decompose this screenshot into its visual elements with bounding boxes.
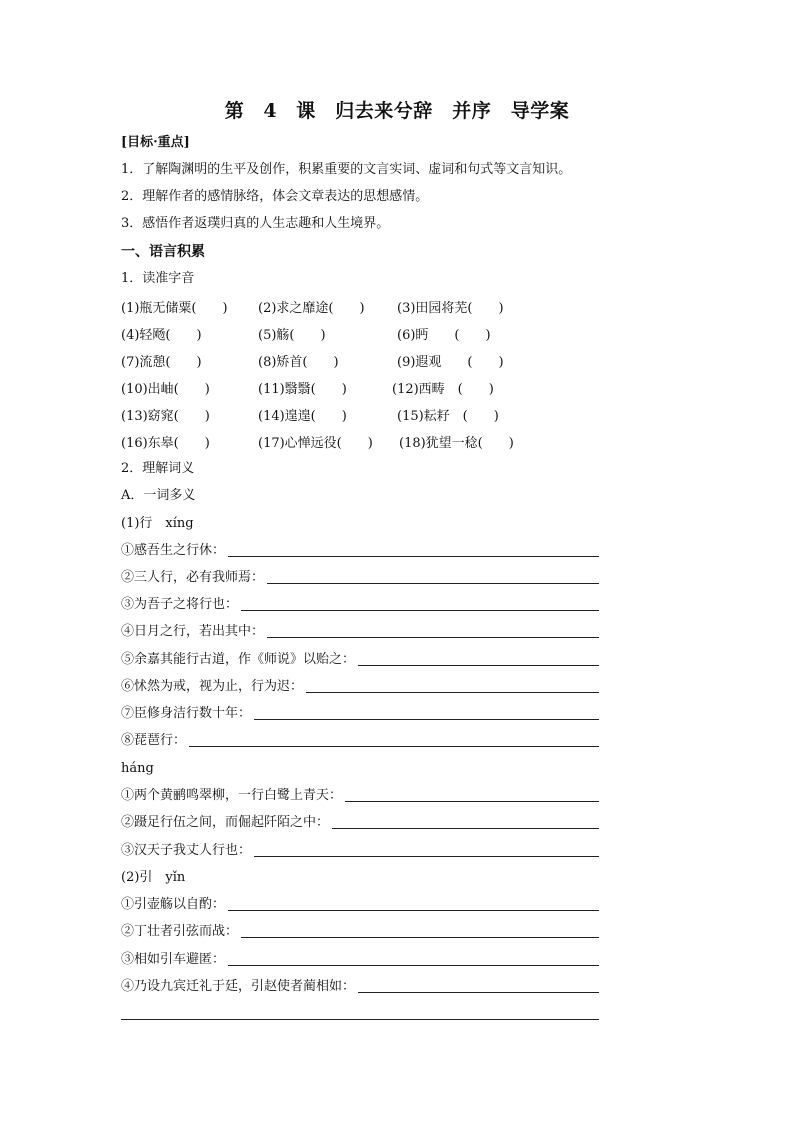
answer-blank[interactable] (267, 636, 599, 638)
pron-row (121, 405, 601, 425)
page-title: 第 4 课 归去来兮辞 并序 导学案 (224, 100, 570, 122)
answer-row (121, 785, 599, 805)
pron-item: (15)耘耔 ( ) (397, 409, 499, 424)
answer-row (121, 730, 599, 750)
pron-item: (13)窈窕( ) (121, 409, 210, 424)
answer-blank[interactable] (332, 827, 599, 829)
pron-row (121, 378, 601, 398)
answer-blank[interactable] (189, 745, 599, 747)
pron-item: (2)求之靡途( ) (258, 301, 365, 316)
pron-row (121, 351, 601, 371)
answer-blank[interactable] (306, 691, 599, 693)
pron-row (121, 432, 601, 452)
question-text: ③为吾子之将行也： (121, 597, 239, 612)
pron-item: (4)轻飏( ) (121, 328, 202, 343)
question-text: ⑦臣修身洁行数十年： (121, 706, 252, 721)
answer-row (121, 703, 599, 723)
goal-item: 2．理解作者的感情脉络，体会文章表达的思想感情。 (121, 189, 429, 204)
word-heading: (1)行 xíng (121, 516, 194, 531)
question-text: ①两个黄鹂鸣翠柳，一行白鹭上青天： (121, 788, 343, 803)
answer-blank[interactable] (254, 855, 599, 857)
sub-heading: A．一词多义 (121, 488, 196, 503)
answer-row (121, 649, 599, 669)
answer-blank[interactable] (254, 718, 599, 720)
answer-row (121, 921, 599, 941)
pron-item: (7)流憩( ) (121, 355, 202, 370)
answer-row (121, 949, 599, 969)
answer-row (121, 676, 599, 696)
pron-item: (17)心惮远役( ) (258, 436, 373, 451)
answer-row (121, 567, 599, 587)
pron-item: (10)出岫( ) (121, 382, 210, 397)
answer-row (121, 812, 599, 832)
question-text: ⑤余嘉其能行古道，作《师说》以贻之： (121, 652, 356, 667)
goal-item: 3．感悟作者返璞归真的人生志趣和人生境界。 (121, 216, 390, 231)
pron-item: (8)矫首( ) (258, 355, 339, 370)
pron-item: (9)遐观 ( ) (397, 355, 504, 370)
question-text: ②丁壮者引弦而战： (121, 924, 239, 939)
pron-item: (1)瓶无储粟( ) (121, 301, 228, 316)
answer-blank[interactable] (228, 909, 599, 911)
question-text: ⑧琵琶行： (121, 733, 187, 748)
question-text: ①感吾生之行休： (121, 543, 226, 558)
answer-blank[interactable] (241, 936, 599, 938)
question-text: ⑥怵然为戒，视为止，行为迟： (121, 679, 304, 694)
question-text: ③相如引车避匿： (121, 952, 226, 967)
goal-item: 1．了解陶渊明的生平及创作，积累重要的文言实词、虚词和句式等文言知识。 (121, 162, 572, 177)
pron-item: (6)眄 ( ) (397, 328, 491, 343)
pron-item: (16)东皋( ) (121, 436, 210, 451)
sub-heading: 1．读准字音 (121, 271, 195, 286)
question-text: ③汉天子我丈人行也： (121, 843, 252, 858)
question-text: ④乃设九宾迁礼于廷，引赵使者蔺相如： (121, 979, 356, 994)
answer-blank-continuation[interactable] (121, 1018, 599, 1020)
pron-item: (5)觞( ) (258, 328, 326, 343)
pron-item: (12)西畴 ( ) (392, 382, 494, 397)
pron-row (121, 297, 601, 317)
pron-item: (11)翳翳( ) (258, 382, 347, 397)
question-text: ②蹑足行伍之间，而倔起阡陌之中： (121, 815, 330, 830)
answer-row (121, 594, 599, 614)
answer-blank[interactable] (228, 964, 599, 966)
pron-item: (14)遑遑( ) (258, 409, 347, 424)
answer-blank[interactable] (358, 991, 599, 993)
answer-row (121, 540, 599, 560)
sub-heading: 2．理解词义 (121, 461, 195, 476)
section-heading: 一、语言积累 (121, 244, 205, 260)
answer-row (121, 621, 599, 641)
question-text: ②三人行，必有我师焉： (121, 570, 265, 585)
pron-item: (3)田园将芜( ) (397, 301, 504, 316)
word-heading: (2)引 yǐn (121, 870, 186, 885)
answer-blank[interactable] (241, 609, 599, 611)
goal-heading: [目标·重点] (121, 135, 190, 150)
question-text: ④日月之行，若出其中： (121, 624, 265, 639)
pron-row (121, 324, 601, 344)
answer-blank[interactable] (267, 582, 599, 584)
answer-blank[interactable] (358, 664, 599, 666)
answer-row (121, 840, 599, 860)
word-heading: háng (121, 761, 154, 776)
pron-item: (18)犹望一稔( ) (399, 436, 514, 451)
answer-blank[interactable] (228, 555, 599, 557)
answer-row (121, 894, 599, 914)
answer-blank[interactable] (345, 800, 599, 802)
answer-row (121, 976, 599, 996)
question-text: ①引壶觞以自酌： (121, 897, 226, 912)
